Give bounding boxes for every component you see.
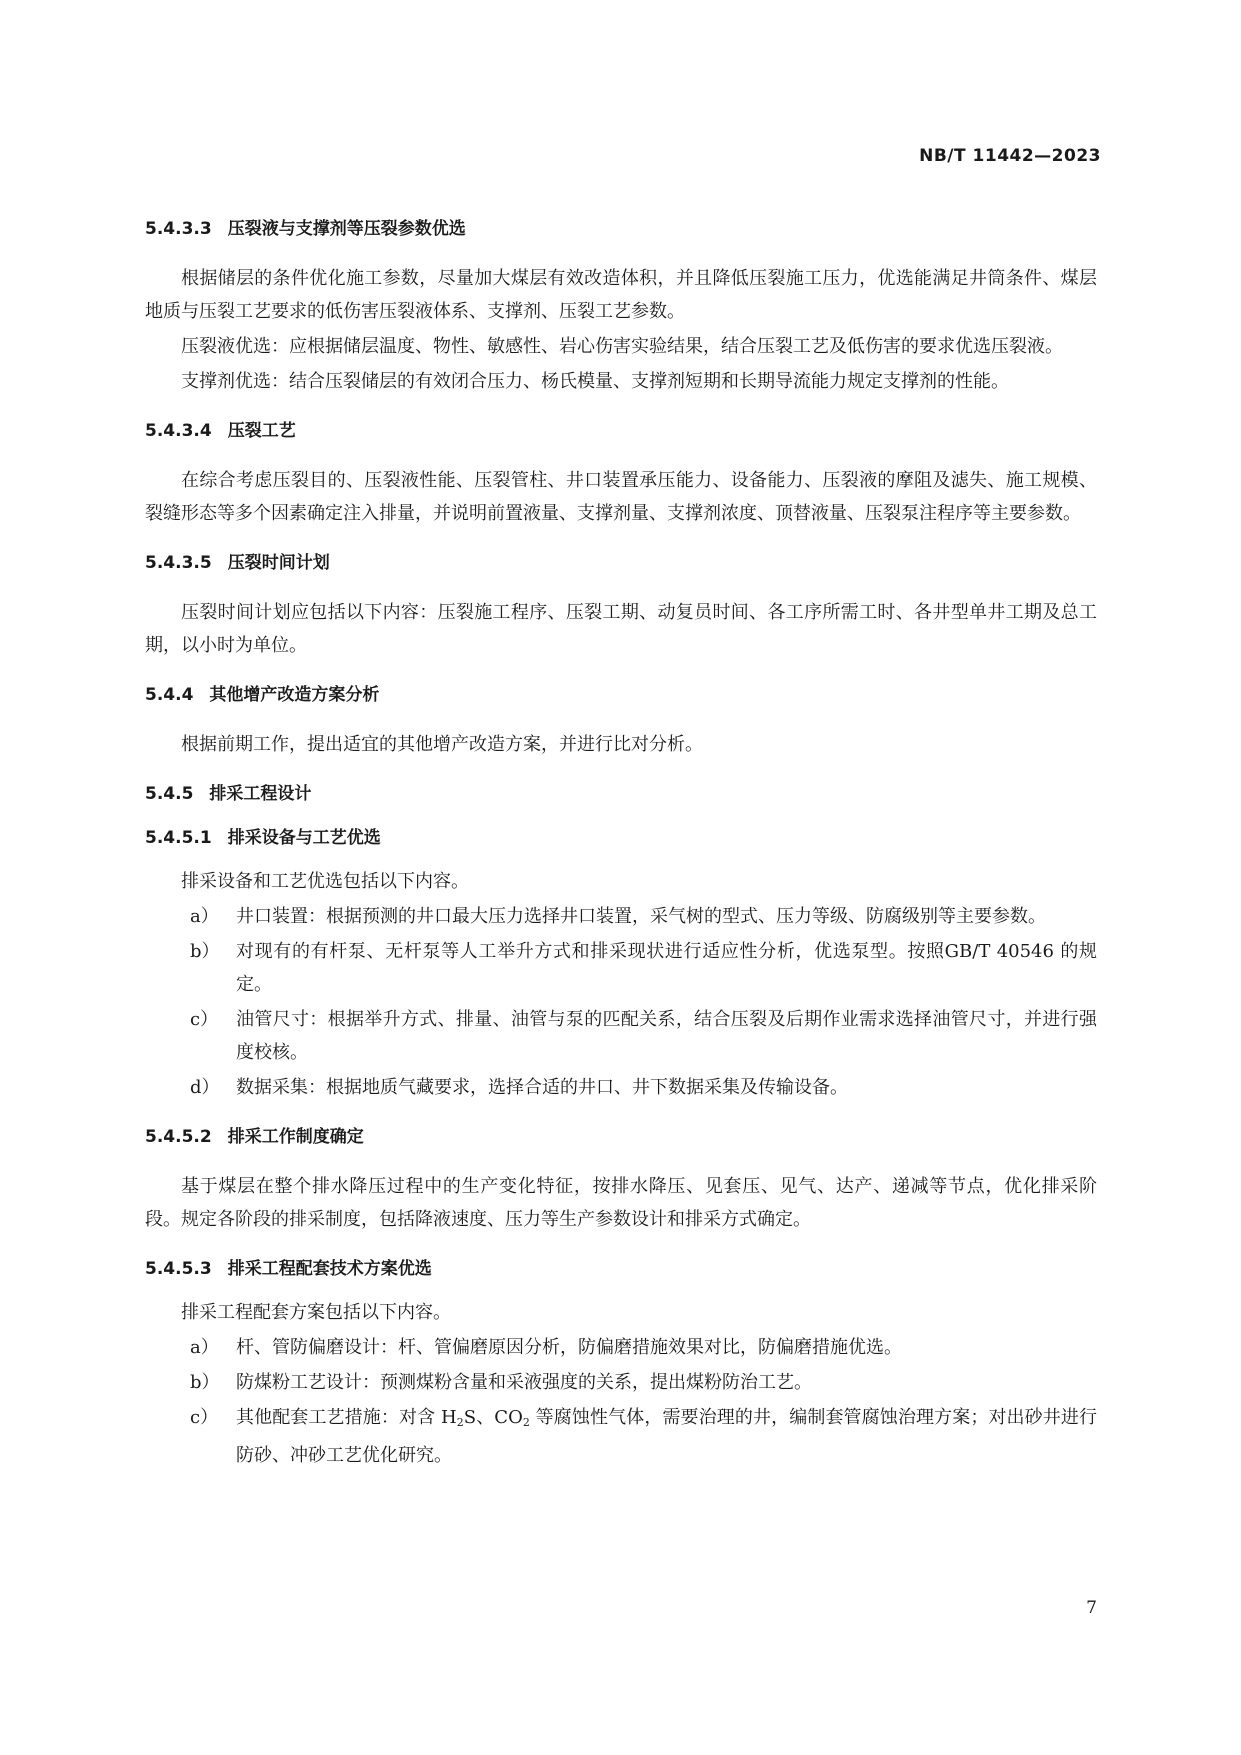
list-item-text	[236, 1407, 1097, 1466]
list-item-text: 杆、管防偏磨设计：杆、管偏磨原因分析，防偏磨措施效果对比，防偏磨措施优选。	[236, 1337, 902, 1358]
section-number: 5.4.3.5	[145, 553, 212, 573]
section-heading	[145, 214, 1097, 244]
section-number: 5.4.3.4	[145, 421, 212, 441]
list-marker: b）	[190, 941, 220, 962]
section-title: 排采工程配套技术方案优选	[227, 1259, 432, 1279]
list-item	[190, 935, 1097, 1001]
section-heading	[145, 823, 1097, 853]
section-title: 压裂液与支撑剂等压裂参数优选	[227, 219, 466, 239]
paragraph: 排采设备和工艺优选包括以下内容。	[181, 871, 469, 892]
list-item-text: 井口装置：根据预测的井口最大压力选择井口装置，采气树的型式、压力等级、防腐级别等主要参数。	[236, 906, 1046, 927]
section-title: 排采工作制度确定	[227, 1127, 364, 1147]
paragraph: 根据前期工作，提出适宜的其他增产改造方案，并进行比对分析。	[181, 734, 703, 755]
section-number: 5.4.4	[145, 685, 194, 705]
paragraph: 排采工程配套方案包括以下内容。	[181, 1302, 451, 1323]
list-item-text: 数据采集：根据地质气藏要求，选择合适的井口、井下数据采集及传输设备。	[236, 1077, 848, 1098]
list-marker: c）	[190, 1009, 219, 1030]
section-title: 排采设备与工艺优选	[227, 828, 381, 848]
paragraph: 基于煤层在整个排水降压过程中的生产变化特征，按排水降压、见套压、见气、达产、递减等节点，优化排采阶段。规定各阶段的排采制度，包括降液速度、压力等生产参数设计和排采方式确定。	[145, 1176, 1097, 1230]
section-5-4-5-3	[145, 1254, 1097, 1472]
list-item	[190, 1366, 1097, 1399]
section-5-4-5-1	[145, 823, 1097, 1104]
list-marker: a）	[190, 1337, 219, 1358]
section-number: 5.4.5	[145, 784, 194, 804]
section-5-4-3-3	[145, 214, 1097, 398]
list-item	[190, 1071, 1097, 1104]
list-marker: d）	[190, 1077, 220, 1098]
section-number: 5.4.5.2	[145, 1127, 212, 1147]
section-title: 压裂时间计划	[227, 553, 330, 573]
section-number: 5.4.5.1	[145, 828, 212, 848]
list-marker: c）	[190, 1407, 219, 1428]
list-item	[190, 1331, 1097, 1364]
subscript: 2	[522, 1416, 530, 1429]
section-5-4-4	[145, 680, 1097, 761]
page-number: 7	[1086, 1598, 1097, 1618]
list-item-text: 对现有的有杆泵、无杆泵等人工举升方式和排采现状进行适应性分析，优选泵型。按照GB/T 40546 的规定。	[236, 941, 1097, 995]
section-heading	[145, 548, 1097, 578]
list-item-text: 防煤粉工艺设计：预测煤粉含量和采液强度的关系，提出煤粉防治工艺。	[236, 1372, 812, 1393]
list-item	[190, 1401, 1097, 1472]
section-heading	[145, 680, 1097, 710]
paragraph: 在综合考虑压裂目的、压裂液性能、压裂管柱、井口装置承压能力、设备能力、压裂液的摩阻及滤失、施工规模、裂缝形态等多个因素确定注入排量，并说明前置液量、支撑剂量、支撑剂浓度、顶替液量、压裂泵注程序等主要参数。	[145, 470, 1097, 524]
list-item	[190, 900, 1097, 933]
section-5-4-5-2	[145, 1122, 1097, 1236]
text-part: 等腐蚀性气体，需要治理的井，编制套管腐蚀治理方案；对出砂井进行防砂、冲砂工艺优化研究。	[236, 1407, 1097, 1466]
section-heading	[145, 416, 1097, 446]
paragraph: 压裂液优选：应根据储层温度、物性、敏感性、岩心伤害实验结果，结合压裂工艺及低伤害的要求优选压裂液。	[181, 336, 1063, 357]
section-number: 5.4.5.3	[145, 1259, 212, 1279]
section-heading	[145, 1254, 1097, 1284]
section-title: 排采工程设计	[209, 784, 312, 804]
paragraph: 支撑剂优选：结合压裂储层的有效闭合压力、杨氏模量、支撑剂短期和长期导流能力规定支撑剂的性能。	[181, 371, 1009, 392]
standard-code: NB/T 11442—2023	[919, 146, 1101, 166]
section-heading	[145, 1122, 1097, 1152]
list-item	[190, 1003, 1097, 1069]
text-part: S、CO	[463, 1407, 523, 1428]
paragraph: 根据储层的条件优化施工参数，尽量加大煤层有效改造体积，并且降低压裂施工压力，优选能满足井筒条件、煤层地质与压裂工艺要求的低伤害压裂液体系、支撑剂、压裂工艺参数。	[145, 268, 1097, 322]
section-number: 5.4.3.3	[145, 219, 212, 239]
subscript: 2	[456, 1416, 464, 1429]
section-title: 压裂工艺	[227, 421, 296, 441]
list-marker: a）	[190, 906, 219, 927]
paragraph: 压裂时间计划应包括以下内容：压裂施工程序、压裂工期、动复员时间、各工序所需工时、各井型单井工期及总工期，以小时为单位。	[145, 602, 1097, 656]
section-title: 其他增产改造方案分析	[209, 685, 380, 705]
text-part: 其他配套工艺措施：对含 H	[236, 1407, 457, 1428]
section-5-4-3-5	[145, 548, 1097, 662]
list-marker: b）	[190, 1372, 220, 1393]
document-body	[145, 214, 1097, 1490]
list-item-text: 油管尺寸：根据举升方式、排量、油管与泵的匹配关系，结合压裂及后期作业需求选择油管尺寸，并进行强度校核。	[236, 1009, 1097, 1063]
section-5-4-3-4	[145, 416, 1097, 530]
section-heading-5-4-5	[145, 779, 1097, 809]
